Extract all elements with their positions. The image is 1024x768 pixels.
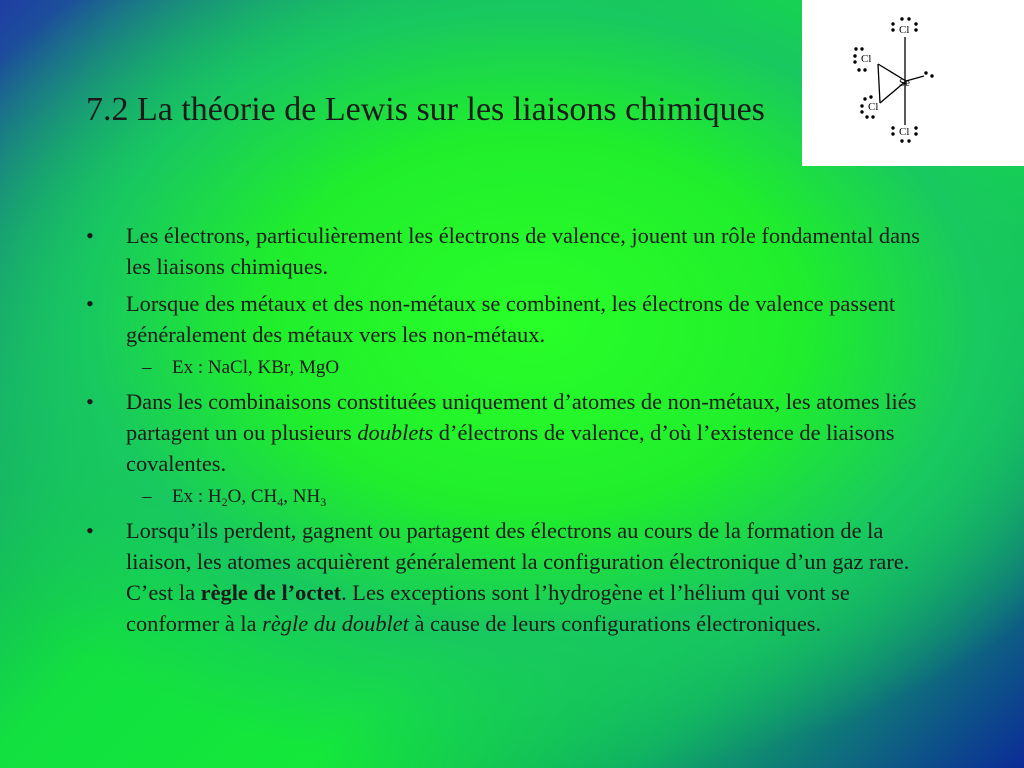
formula-text: Ex : H: [172, 486, 222, 507]
atom-se: Se: [899, 77, 910, 89]
subscript: 3: [320, 495, 327, 509]
bullet-item: [86, 386, 936, 479]
sub-bullet-marker: –: [142, 357, 152, 378]
sef4-lewis-diagram: [802, 0, 1024, 166]
subscript: 2: [221, 495, 228, 509]
slide-title: 7.2 La théorie de Lewis sur les liaisons chimiques: [86, 91, 765, 128]
bullet-text-middle: . Les exceptions sont l’hydrogène et l’hélium qui vont se conformer à la: [126, 580, 850, 636]
bullet-text: Lorsque des métaux et des non-métaux se combinent, les électrons de valence passent généralement des métaux vers les non-métaux.: [126, 291, 896, 347]
bullet-text-after: à cause de leurs configurations électroniques.: [408, 611, 822, 636]
formula-text: O, CH: [227, 486, 278, 507]
bullet-text-after: d’électrons de valence, d’où l’existence de liaisons covalentes.: [126, 420, 895, 476]
sub-bullet-item: [86, 356, 936, 380]
bullet-list: [86, 220, 936, 645]
lewis-structure-figure: [802, 0, 1024, 166]
bullet-item: [86, 515, 936, 639]
subscript: 4: [277, 495, 284, 509]
atom-cl-left: Cl: [861, 53, 872, 65]
bullet-strong: règle de l’octet: [200, 580, 342, 605]
bullet-marker: •: [86, 389, 94, 414]
bullet-item: [86, 288, 936, 350]
bullet-text: Les électrons, particulièrement les électrons de valence, jouent un rôle fondamental dans les liaisons chimiques.: [126, 223, 920, 279]
bullet-emphasis: règle du doublet: [262, 611, 409, 636]
bullet-marker: •: [86, 223, 94, 248]
bullet-text-before: Lorsqu’ils perdent, gagnent ou partagent des électrons au cours de la formation de la liaison, les atomes acquièrent généralement la configuration électronique d’un gaz rare. C’est la: [126, 518, 910, 605]
lone-pair-dots: [853, 17, 933, 142]
sub-bullet-text: Ex : NaCl, KBr, MgO: [172, 357, 340, 378]
bullet-emphasis: doublets: [357, 420, 434, 445]
bond-edge: [878, 64, 880, 103]
atom-cl-top: Cl: [899, 24, 910, 36]
formula-text: , NH: [283, 486, 321, 507]
atom-cl-lower-left: Cl: [868, 101, 879, 113]
sub-bullet-marker: –: [142, 486, 152, 507]
bullet-text-before: Dans les combinaisons constituées uniquement d’atomes de non-métaux, les atomes liés partagent un ou plusieurs: [126, 389, 917, 445]
bullet-marker: •: [86, 291, 94, 316]
bullet-item: [86, 220, 936, 282]
bullet-marker: •: [86, 518, 94, 543]
atom-cl-bottom: Cl: [899, 126, 910, 138]
sub-bullet-item: [86, 485, 936, 509]
